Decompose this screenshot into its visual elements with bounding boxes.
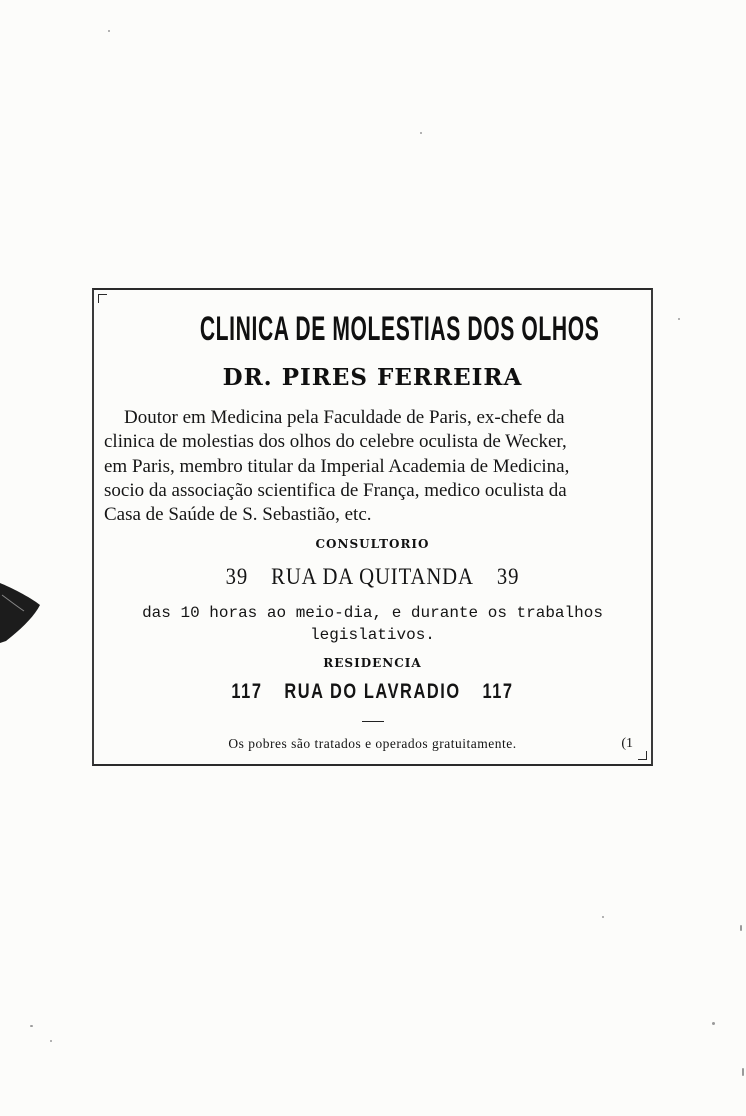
street-number: 39	[225, 564, 249, 589]
street-name: RUA DO LAVRADIO	[284, 680, 461, 703]
divider-rule	[362, 721, 384, 722]
credentials-line: Casa de Saúde de S. Sebastião, etc.	[104, 504, 372, 526]
street-number: 117	[482, 680, 514, 703]
credentials-line: Doutor em Medicina pela Faculdade de Paris, ex-chefe da	[124, 407, 565, 428]
consult-address	[122, 564, 623, 590]
street-number: 39	[496, 564, 520, 589]
paper-speck	[108, 30, 110, 32]
paper-speck	[740, 925, 742, 931]
free-treatment-note: Os pobres são tratados e operados gratuitamente.	[228, 736, 517, 751]
office-hours: das 10 horas ao meio-dia, e durante os trabalhos legislativos.	[142, 604, 603, 644]
advertisement-number: (1	[621, 736, 633, 751]
ink-blot-image	[0, 575, 42, 645]
residence-heading: RESIDENCIA	[323, 656, 422, 670]
paper-speck	[50, 1040, 52, 1042]
advertisement-box	[92, 288, 653, 766]
street-name: RUA DA QUITANDA	[271, 564, 474, 589]
doctor-credentials	[104, 406, 641, 527]
paper-speck	[678, 318, 680, 320]
residence-address	[155, 680, 589, 704]
consult-heading: CONSULTORIO	[315, 537, 430, 551]
clinic-title: CLINICA DE MOLESTIAS DOS OLHOS	[199, 310, 600, 348]
street-number: 117	[231, 680, 263, 703]
credentials-line: clinica de molestias dos olhos do celebre oculista de Wecker,	[104, 431, 567, 453]
paper-speck	[602, 916, 604, 918]
credentials-line: socio da associação scientifica de França, medico oculista da	[104, 479, 567, 501]
paper-speck	[420, 132, 422, 134]
doctor-name: DR. PIRES FERREIRA	[222, 364, 523, 391]
paper-speck	[712, 1022, 715, 1025]
paper-speck	[30, 1025, 33, 1027]
credentials-line: em Paris, membro titular da Imperial Academia de Medicina,	[104, 455, 570, 477]
paper-speck	[742, 1068, 744, 1076]
